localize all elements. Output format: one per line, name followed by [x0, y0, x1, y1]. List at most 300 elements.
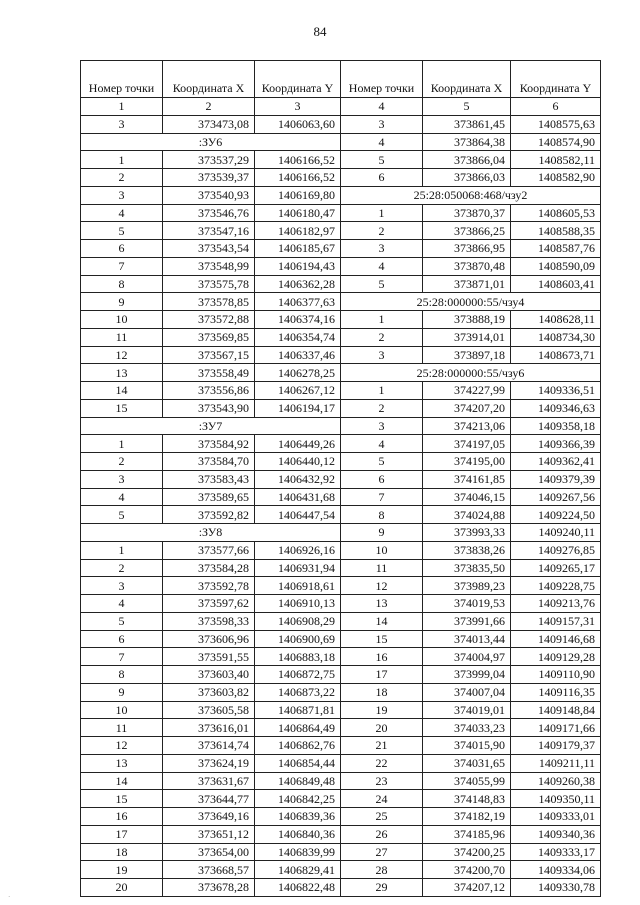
point-number: 1 [81, 151, 163, 169]
coordinate-y: 1406926,16 [255, 541, 341, 559]
point-number: 2 [81, 169, 163, 187]
point-number: 6 [341, 470, 423, 488]
coordinate-y: 1406842,25 [255, 790, 341, 808]
coordinate-x: 373546,76 [163, 204, 255, 222]
coordinate-x: 373543,54 [163, 240, 255, 258]
point-number: 4 [341, 257, 423, 275]
coordinate-x: 373866,03 [423, 169, 511, 187]
coordinate-x: 374213,06 [423, 417, 511, 435]
coordinate-x: 373651,12 [163, 825, 255, 843]
table-row [81, 595, 601, 613]
coordinate-y: 1409213,76 [511, 595, 601, 613]
coordinate-y: 1408628,11 [511, 311, 601, 329]
section-heading-right: 25:28:000000:55/чзу4 [341, 293, 601, 311]
point-number: 2 [341, 399, 423, 417]
coordinate-x: 373575,78 [163, 275, 255, 293]
coordinate-x: 373644,77 [163, 790, 255, 808]
coordinate-y: 1406354,74 [255, 328, 341, 346]
coordinate-x: 373584,28 [163, 559, 255, 577]
coordinate-y: 1408582,11 [511, 151, 601, 169]
table-row [81, 648, 601, 666]
coordinate-y: 1406822,48 [255, 879, 341, 897]
coordinate-x: 373835,50 [423, 559, 511, 577]
coordinate-x: 374148,83 [423, 790, 511, 808]
column-index: 4 [341, 98, 423, 116]
coordinate-x: 373993,33 [423, 524, 511, 542]
point-number: 1 [81, 541, 163, 559]
coordinate-y: 1409333,01 [511, 808, 601, 826]
coordinate-x: 374182,19 [423, 808, 511, 826]
coordinate-x: 373547,16 [163, 222, 255, 240]
point-number: 4 [81, 488, 163, 506]
coordinate-x: 374207,12 [423, 879, 511, 897]
column-index: 5 [423, 98, 511, 116]
point-number: 13 [81, 754, 163, 772]
coordinate-y: 1406194,17 [255, 399, 341, 417]
coordinate-y: 1409157,31 [511, 612, 601, 630]
coordinate-y: 1408673,71 [511, 346, 601, 364]
coordinate-x: 373838,26 [423, 541, 511, 559]
scan-artifact: · [8, 893, 11, 901]
point-number: 7 [341, 488, 423, 506]
point-number: 13 [81, 364, 163, 382]
coordinate-y: 1408575,63 [511, 115, 601, 133]
table-row [81, 151, 601, 169]
point-number: 9 [81, 683, 163, 701]
coordinate-y: 1406931,94 [255, 559, 341, 577]
coordinate-y: 1406377,63 [255, 293, 341, 311]
coordinate-x: 373864,38 [423, 133, 511, 151]
coordinate-x: 374161,85 [423, 470, 511, 488]
point-number: 22 [341, 754, 423, 772]
point-number: 2 [81, 453, 163, 471]
coordinate-y: 1406440,12 [255, 453, 341, 471]
coordinate-y: 1409224,50 [511, 506, 601, 524]
table-row [81, 169, 601, 187]
coordinate-y: 1406840,36 [255, 825, 341, 843]
coordinate-y: 1409276,85 [511, 541, 601, 559]
point-number: 11 [81, 719, 163, 737]
coordinate-y: 1409346,63 [511, 399, 601, 417]
coordinate-y: 1406431,68 [255, 488, 341, 506]
coordinate-x: 374055,99 [423, 772, 511, 790]
point-number: 14 [81, 382, 163, 400]
point-number: 11 [81, 328, 163, 346]
coordinate-x: 373584,92 [163, 435, 255, 453]
header-coordinate-y: Координата Y [511, 61, 601, 98]
point-number: 18 [81, 843, 163, 861]
coordinate-x: 373572,88 [163, 311, 255, 329]
point-number: 6 [341, 169, 423, 187]
table-row [81, 630, 601, 648]
point-number: 3 [341, 115, 423, 133]
coordinate-y: 1409260,38 [511, 772, 601, 790]
coordinate-x: 373861,45 [423, 115, 511, 133]
table-row [81, 488, 601, 506]
coordinate-y: 1406864,49 [255, 719, 341, 737]
coordinate-y: 1406910,13 [255, 595, 341, 613]
coordinate-y: 1409334,06 [511, 861, 601, 879]
point-number: 15 [341, 630, 423, 648]
point-number: 8 [81, 666, 163, 684]
table-row [81, 435, 601, 453]
point-number: 1 [341, 382, 423, 400]
coordinate-x: 373548,99 [163, 257, 255, 275]
table-row [81, 719, 601, 737]
coordinate-x: 373649,16 [163, 808, 255, 826]
point-number: 5 [81, 506, 163, 524]
coordinate-y: 1409110,90 [511, 666, 601, 684]
table-row [81, 577, 601, 595]
table-row [81, 186, 601, 204]
coordinate-x: 373540,93 [163, 186, 255, 204]
coordinate-y: 1406862,76 [255, 737, 341, 755]
coordinate-y: 1406872,75 [255, 666, 341, 684]
point-number: 20 [341, 719, 423, 737]
point-number: 3 [341, 417, 423, 435]
point-number: 18 [341, 683, 423, 701]
coordinate-x: 373624,19 [163, 754, 255, 772]
coordinate-y: 1408588,35 [511, 222, 601, 240]
coordinate-y: 1406839,36 [255, 808, 341, 826]
coordinate-y: 1406166,52 [255, 169, 341, 187]
table-row [81, 399, 601, 417]
coordinate-y: 1409179,37 [511, 737, 601, 755]
coordinate-x: 373668,57 [163, 861, 255, 879]
point-number: 8 [341, 506, 423, 524]
table-row [81, 612, 601, 630]
coordinate-x: 373543,90 [163, 399, 255, 417]
point-number: 10 [81, 311, 163, 329]
point-number: 4 [341, 133, 423, 151]
coordinate-x: 374015,90 [423, 737, 511, 755]
coordinate-x: 374195,00 [423, 453, 511, 471]
column-index: 6 [511, 98, 601, 116]
coordinate-x: 373897,18 [423, 346, 511, 364]
table-row [81, 453, 601, 471]
coordinate-x: 373614,74 [163, 737, 255, 755]
coordinate-x: 373606,96 [163, 630, 255, 648]
table-row [81, 754, 601, 772]
point-number: 11 [341, 559, 423, 577]
point-number: 8 [81, 275, 163, 293]
coordinate-x: 373631,67 [163, 772, 255, 790]
table-row [81, 825, 601, 843]
table-row [81, 133, 601, 151]
coordinate-y: 1406278,25 [255, 364, 341, 382]
column-index: 2 [163, 98, 255, 116]
section-heading-right: 25:28:000000:55/чзу6 [341, 364, 601, 382]
point-number: 17 [341, 666, 423, 684]
coordinate-y: 1409240,11 [511, 524, 601, 542]
table-row [81, 222, 601, 240]
table-row [81, 506, 601, 524]
header-point-number: Номер точки [341, 61, 423, 98]
point-number: 15 [81, 399, 163, 417]
table-row [81, 879, 601, 897]
point-number: 21 [341, 737, 423, 755]
coordinate-y: 1409340,36 [511, 825, 601, 843]
coordinates-table [80, 60, 601, 897]
coordinate-x: 374004,97 [423, 648, 511, 666]
point-number: 7 [81, 648, 163, 666]
coordinate-y: 1406849,48 [255, 772, 341, 790]
point-number: 3 [341, 346, 423, 364]
coordinate-x: 373914,01 [423, 328, 511, 346]
coordinate-x: 374019,53 [423, 595, 511, 613]
coordinate-y: 1406194,43 [255, 257, 341, 275]
coordinate-y: 1409146,68 [511, 630, 601, 648]
coordinate-y: 1406883,18 [255, 648, 341, 666]
point-number: 5 [81, 612, 163, 630]
coordinate-x: 373583,43 [163, 470, 255, 488]
coordinate-x: 374007,04 [423, 683, 511, 701]
point-number: 5 [81, 222, 163, 240]
point-number: 3 [81, 115, 163, 133]
coordinate-y: 1406447,54 [255, 506, 341, 524]
coordinate-x: 373605,58 [163, 701, 255, 719]
table-row [81, 861, 601, 879]
coordinate-y: 1409336,51 [511, 382, 601, 400]
coordinate-y: 1408587,76 [511, 240, 601, 258]
point-number: 12 [81, 346, 163, 364]
point-number: 4 [81, 595, 163, 613]
point-number: 2 [341, 328, 423, 346]
table-row [81, 843, 601, 861]
coordinate-y: 1409211,11 [511, 754, 601, 772]
coordinate-x: 373603,82 [163, 683, 255, 701]
coordinate-y: 1408605,53 [511, 204, 601, 222]
coordinate-x: 373539,37 [163, 169, 255, 187]
coordinate-x: 373598,33 [163, 612, 255, 630]
coordinate-x: 373870,48 [423, 257, 511, 275]
table-row [81, 701, 601, 719]
coordinate-y: 1409267,56 [511, 488, 601, 506]
coordinate-y: 1409358,18 [511, 417, 601, 435]
coordinate-y: 1408590,09 [511, 257, 601, 275]
coordinate-y: 1409350,11 [511, 790, 601, 808]
table-row [81, 541, 601, 559]
coordinate-y: 1406854,44 [255, 754, 341, 772]
coordinate-y: 1409362,41 [511, 453, 601, 471]
section-heading-right: 25:28:050068:468/чзу2 [341, 186, 601, 204]
point-number: 3 [81, 577, 163, 595]
coordinate-x: 373888,19 [423, 311, 511, 329]
point-number: 12 [341, 577, 423, 595]
point-number: 23 [341, 772, 423, 790]
coordinate-x: 373871,01 [423, 275, 511, 293]
coordinate-y: 1409366,39 [511, 435, 601, 453]
point-number: 17 [81, 825, 163, 843]
coordinate-y: 1406180,47 [255, 204, 341, 222]
table-row [81, 772, 601, 790]
header-coordinate-x: Координата X [423, 61, 511, 98]
coordinate-y: 1406182,97 [255, 222, 341, 240]
section-heading-left: :ЗУ6 [81, 133, 341, 151]
table-row [81, 808, 601, 826]
coordinate-y: 1406362,28 [255, 275, 341, 293]
coordinate-y: 1406449,26 [255, 435, 341, 453]
coordinate-x: 374031,65 [423, 754, 511, 772]
point-number: 1 [81, 435, 163, 453]
point-number: 7 [81, 257, 163, 275]
point-number: 4 [341, 435, 423, 453]
coordinate-y: 1409228,75 [511, 577, 601, 595]
coordinate-x: 373989,23 [423, 577, 511, 595]
point-number: 20 [81, 879, 163, 897]
coordinate-y: 1406871,81 [255, 701, 341, 719]
point-number: 19 [81, 861, 163, 879]
point-number: 5 [341, 151, 423, 169]
coordinate-y: 1406267,12 [255, 382, 341, 400]
coordinate-x: 373592,82 [163, 506, 255, 524]
point-number: 25 [341, 808, 423, 826]
table-body [81, 115, 601, 896]
point-number: 28 [341, 861, 423, 879]
column-index-row [81, 98, 601, 116]
coordinate-x: 373567,15 [163, 346, 255, 364]
table-row [81, 311, 601, 329]
coordinate-y: 1408734,30 [511, 328, 601, 346]
point-number: 13 [341, 595, 423, 613]
coordinate-x: 374200,70 [423, 861, 511, 879]
coordinate-y: 1406829,41 [255, 861, 341, 879]
coordinate-x: 373578,85 [163, 293, 255, 311]
table-row [81, 666, 601, 684]
column-index: 1 [81, 98, 163, 116]
coordinate-x: 374024,88 [423, 506, 511, 524]
coordinate-x: 373870,37 [423, 204, 511, 222]
table-row [81, 293, 601, 311]
coordinate-x: 373577,66 [163, 541, 255, 559]
coordinate-x: 373678,28 [163, 879, 255, 897]
coordinate-x: 373999,04 [423, 666, 511, 684]
point-number: 12 [81, 737, 163, 755]
coordinate-y: 1406063,60 [255, 115, 341, 133]
point-number: 16 [81, 808, 163, 826]
coordinate-x: 373537,29 [163, 151, 255, 169]
coordinate-x: 374207,20 [423, 399, 511, 417]
point-number: 9 [81, 293, 163, 311]
coordinate-x: 374019,01 [423, 701, 511, 719]
table-row [81, 683, 601, 701]
coordinate-x: 374033,23 [423, 719, 511, 737]
coordinate-y: 1408574,90 [511, 133, 601, 151]
header-coordinate-x: Координата X [163, 61, 255, 98]
table-row [81, 382, 601, 400]
coordinate-y: 1406374,16 [255, 311, 341, 329]
table-row [81, 470, 601, 488]
section-heading-left: :ЗУ8 [81, 524, 341, 542]
coordinate-y: 1409333,17 [511, 843, 601, 861]
coordinate-x: 373597,62 [163, 595, 255, 613]
coordinate-x: 373866,25 [423, 222, 511, 240]
point-number: 3 [81, 470, 163, 488]
point-number: 10 [341, 541, 423, 559]
coordinate-x: 374197,05 [423, 435, 511, 453]
point-number: 27 [341, 843, 423, 861]
table-row [81, 346, 601, 364]
coordinate-x: 373558,49 [163, 364, 255, 382]
coordinate-y: 1409171,66 [511, 719, 601, 737]
point-number: 29 [341, 879, 423, 897]
coordinate-x: 373556,86 [163, 382, 255, 400]
page-number: 84 [313, 24, 327, 39]
coordinate-x: 374200,25 [423, 843, 511, 861]
point-number: 14 [81, 772, 163, 790]
point-number: 26 [341, 825, 423, 843]
point-number: 9 [341, 524, 423, 542]
table-row [81, 559, 601, 577]
point-number: 3 [341, 240, 423, 258]
coordinate-x: 373616,01 [163, 719, 255, 737]
table-row [81, 417, 601, 435]
coordinate-y: 1406918,61 [255, 577, 341, 595]
point-number: 2 [341, 222, 423, 240]
section-heading-left: :ЗУ7 [81, 417, 341, 435]
table-row [81, 737, 601, 755]
coordinate-y: 1408603,41 [511, 275, 601, 293]
table-row [81, 328, 601, 346]
coordinate-y: 1406169,80 [255, 186, 341, 204]
coordinate-y: 1406908,29 [255, 612, 341, 630]
coordinate-x: 373592,78 [163, 577, 255, 595]
coordinate-x: 373473,08 [163, 115, 255, 133]
point-number: 14 [341, 612, 423, 630]
coordinate-x: 373589,65 [163, 488, 255, 506]
header-point-number: Номер точки [81, 61, 163, 98]
coordinate-y: 1409379,39 [511, 470, 601, 488]
coordinate-y: 1406185,67 [255, 240, 341, 258]
point-number: 5 [341, 453, 423, 471]
point-number: 1 [341, 204, 423, 222]
point-number: 2 [81, 559, 163, 577]
coordinate-y: 1409148,84 [511, 701, 601, 719]
coordinate-x: 373866,04 [423, 151, 511, 169]
coordinate-x: 373569,85 [163, 328, 255, 346]
point-number: 1 [341, 311, 423, 329]
point-number: 5 [341, 275, 423, 293]
point-number: 19 [341, 701, 423, 719]
point-number: 10 [81, 701, 163, 719]
coordinate-y: 1409129,28 [511, 648, 601, 666]
table-row [81, 204, 601, 222]
point-number: 16 [341, 648, 423, 666]
point-number: 6 [81, 630, 163, 648]
header-row [81, 61, 601, 98]
coordinate-y: 1409330,78 [511, 879, 601, 897]
point-number: 3 [81, 186, 163, 204]
coordinate-x: 374227,99 [423, 382, 511, 400]
coordinate-y: 1406900,69 [255, 630, 341, 648]
column-index: 3 [255, 98, 341, 116]
point-number: 4 [81, 204, 163, 222]
table-row [81, 115, 601, 133]
coordinate-y: 1406166,52 [255, 151, 341, 169]
coordinate-x: 373991,66 [423, 612, 511, 630]
coordinate-y: 1406873,22 [255, 683, 341, 701]
table-row [81, 257, 601, 275]
coordinate-x: 374013,44 [423, 630, 511, 648]
coordinate-x: 374185,96 [423, 825, 511, 843]
table-row [81, 275, 601, 293]
point-number: 6 [81, 240, 163, 258]
table-row [81, 364, 601, 382]
table-header [81, 61, 601, 116]
coordinate-x: 373591,55 [163, 648, 255, 666]
coordinate-x: 373866,95 [423, 240, 511, 258]
coordinate-y: 1408582,90 [511, 169, 601, 187]
